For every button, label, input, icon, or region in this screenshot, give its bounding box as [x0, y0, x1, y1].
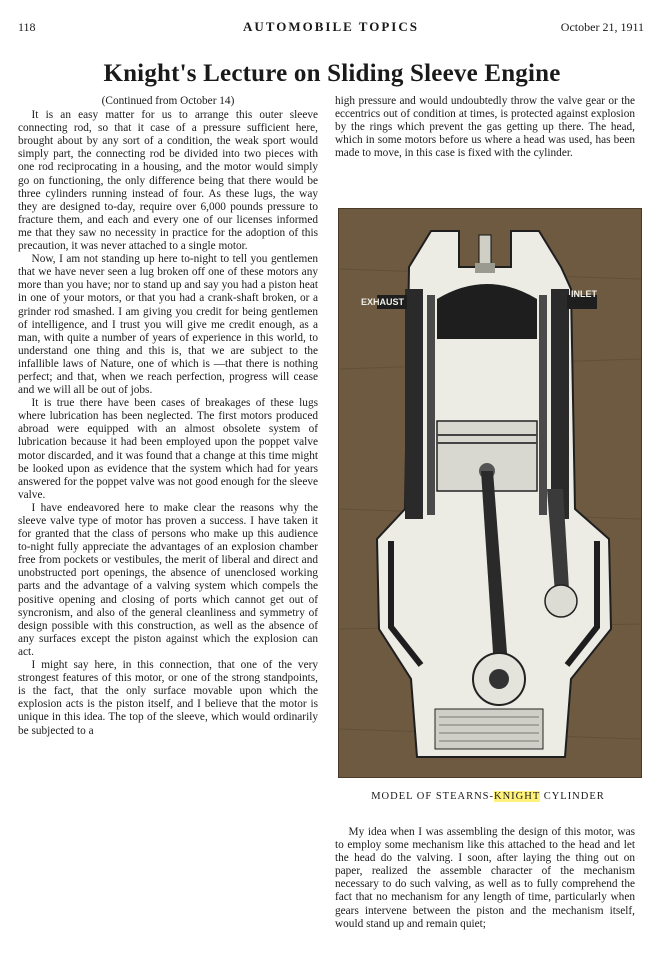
issue-date: October 21, 1911 — [560, 20, 644, 34]
paragraph: I have endeavored here to make clear the reasons why the sleeve valve type of motor has proven a success. I have taken it for granted that the class of persons who make up this audience to-night fully appreciate the advantages of an explosion chamber free from pockets or vestibules, the merit of liberal and direct and unobstructed port openings, the absence of unenclosed working parts and the advantage of a valving system which compels the positive opening and closing of ports which cannot get out of syncronism, and also of the general cleanliness and symmetry of design possible with this construction, as well as the absence of any surfaces except the piston against which the explosion can act. — [18, 501, 318, 658]
page-number: 118 — [18, 20, 36, 34]
caption-highlight: KNIGHT — [494, 791, 541, 802]
publication-title: AUTOMOBILE TOPICS — [243, 19, 419, 34]
paragraph: high pressure and would undoubtedly throw the valve gear or the eccentrics out of condition at times, is protected against explosion by the rings which prevent the gas getting up there. The head, which in some motors before us where a head was used, has been made to move, in this case is fixed with the cylinder. — [335, 95, 635, 160]
paragraph: My idea when I was assembling the design of this motor, was to employ some mechanism like this attached to the head and let the head do the valving. I soon, after laying the thing out on paper, realized the assemble character of the mechanism necessary to do such valving, as well as to fully comprehend the fact that no mechanism for any length of time, particularly when gears intervene between the piston and the mechanism itself, would stand up and remain quiet; — [335, 826, 635, 930]
paragraph: It is true there have been cases of breakages of these lugs where lubrication has been neglected. The first motors produced abroad were equipped with an almost obsolete system of lubrication because it had been employed upon the poppet valve motor discarded, and it was found that a change at this time might be looked upon as evidence that the system which had for years answered for the poppet valve was not good enough for the sleeve valve. — [18, 397, 318, 501]
page-header — [18, 20, 644, 38]
paragraph: It is an easy matter for us to arrange this outer sleeve connecting rod, so that it case of a pressure sufficient here, brought about by any sort of a condition, the weak sport would simply part, the connecting rod be divided into two pieces with one rod reciprocating in a housing, and the motor would simply go on functioning, the only difference being that there would be three cylinders running instead of four. As these lugs, the way they are designed to-day, require over 6,000 pounds pressure to fracture them, and each and every one of our licenses informed me that they saw no necessity in practice for the adoption of this precaution, it was never attached to a single motor. — [18, 109, 318, 253]
caption-prefix: MODEL OF STEARNS- — [371, 791, 494, 802]
article-title: Knight's Lecture on Sliding Sleeve Engine — [103, 60, 561, 87]
right-column-top — [335, 95, 635, 160]
continued-note: (Continued from October 14) — [101, 95, 235, 107]
left-column — [18, 95, 318, 738]
cylinder-model-illustration — [339, 209, 641, 777]
paragraph: Now, I am not standing up here to-night to tell you gentlemen that we have never seen a lug broken off one of these motors any more than you have; nor to stand up and say you had a piston heat in one of your motors, or that you had a crank-shaft broken, or a grinder rod smashed. I am giving you credit for being gentlemen of intelligence, and I trust you will give me credit enough, as a man, with quite a number of years of experience in this world, to understand one thing and this is, that we are subject to the infallible laws of Nature, one of which is —that there is nothing perfect; and that, when we reach perfection, progress will cease and we will all be out of jobs. — [18, 253, 318, 397]
cylinder-photo — [338, 208, 642, 778]
figure-caption — [335, 791, 641, 802]
exhaust-label: EXHAUST — [361, 297, 405, 307]
paragraph: I might say here, in this connection, that one of the very strongest features of this motor, or one of the strong standpoints, is the fact, that the only surface movable upon which the explosion acts is the piston itself, and I believe that the motor is unique in this idea. The top of the sleeve, which would ordinarily be subjected to a — [18, 659, 318, 737]
caption-suffix: CYLINDER — [540, 791, 605, 802]
right-column-bottom — [335, 826, 635, 931]
inlet-label: INLET — [571, 289, 597, 299]
